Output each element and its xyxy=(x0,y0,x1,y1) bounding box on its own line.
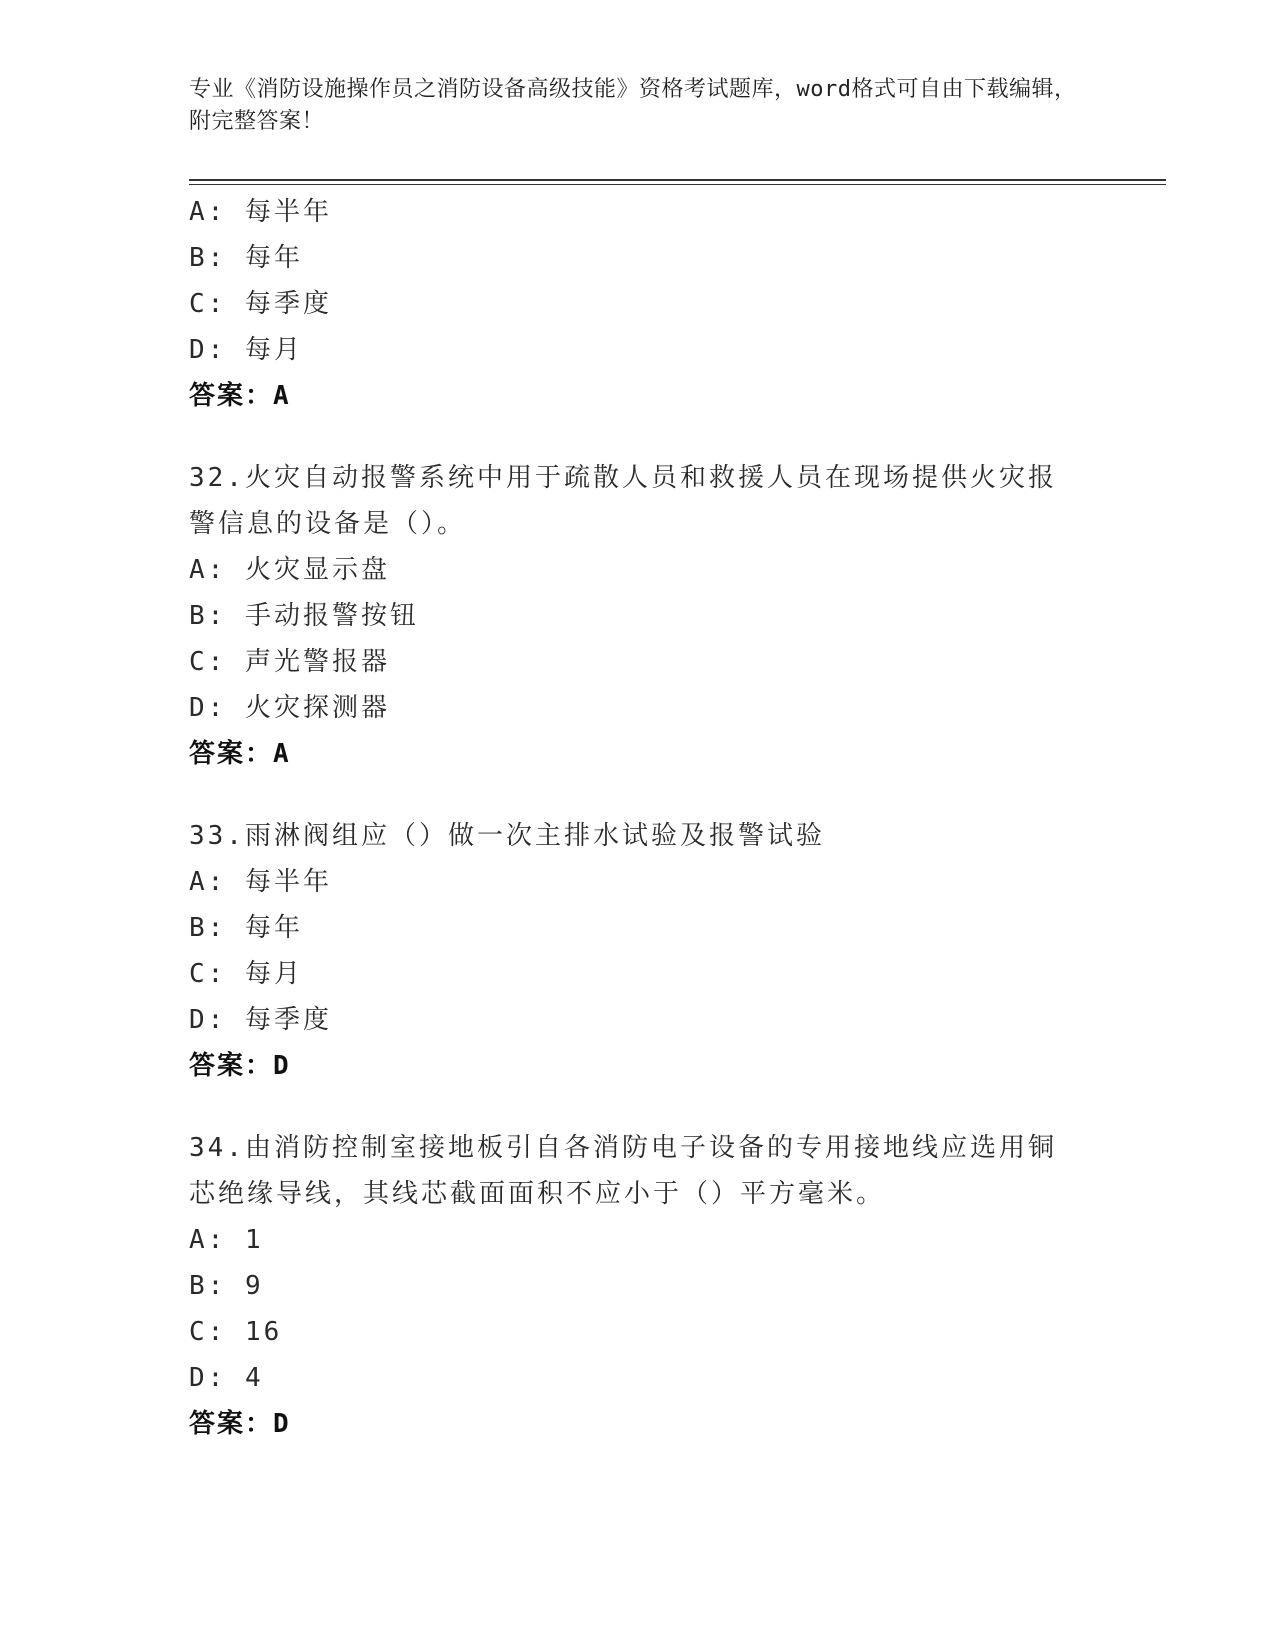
question-block-32 xyxy=(189,455,1089,777)
option-c: C: 每月 xyxy=(189,959,303,989)
question-stem: 32.火灾自动报警系统中用于疏散人员和救援人员在现场提供火灾报警信息的设备是（）。 xyxy=(189,463,1057,539)
option-b: B: 手动报警按钮 xyxy=(189,601,419,631)
question-block-33 xyxy=(189,813,1089,1089)
option-a: A: 每半年 xyxy=(189,867,332,897)
option-b: B: 每年 xyxy=(189,243,303,273)
answer-line: 答案：D xyxy=(189,1409,291,1439)
question-stem: 33.雨淋阀组应（）做一次主排水试验及报警试验 xyxy=(189,821,825,851)
question-list xyxy=(189,189,1089,1447)
option-c: C: 16 xyxy=(189,1317,283,1347)
option-b: B: 9 xyxy=(189,1271,264,1301)
header-rule-thin xyxy=(189,184,1166,185)
option-d: D: 火灾探测器 xyxy=(189,693,390,723)
option-a: A: 火灾显示盘 xyxy=(189,555,390,585)
header-rule-thick xyxy=(189,179,1166,181)
option-c: C: 每季度 xyxy=(189,289,332,319)
question-stem: 34.由消防控制室接地板引自各消防电子设备的专用接地线应选用铜芯绝缘导线，其线芯截面面积不应小于（）平方毫米。 xyxy=(189,1133,1057,1209)
option-a: A: 1 xyxy=(189,1225,264,1255)
option-d: D: 每季度 xyxy=(189,1005,332,1035)
answer-line: 答案：D xyxy=(189,1051,291,1081)
option-d: D: 每月 xyxy=(189,335,303,365)
option-b: B: 每年 xyxy=(189,913,303,943)
answer-line: 答案：A xyxy=(189,739,291,769)
question-block-31 xyxy=(189,189,1089,419)
option-a: A: 每半年 xyxy=(189,197,332,227)
document-header: 专业《消防设施操作员之消防设备高级技能》资格考试题库，word格式可自由下载编辑，附完整答案！ xyxy=(189,77,1077,134)
option-c: C: 声光警报器 xyxy=(189,647,390,677)
option-d: D: 4 xyxy=(189,1363,264,1393)
question-block-34 xyxy=(189,1125,1089,1447)
answer-line: 答案：A xyxy=(189,381,291,411)
